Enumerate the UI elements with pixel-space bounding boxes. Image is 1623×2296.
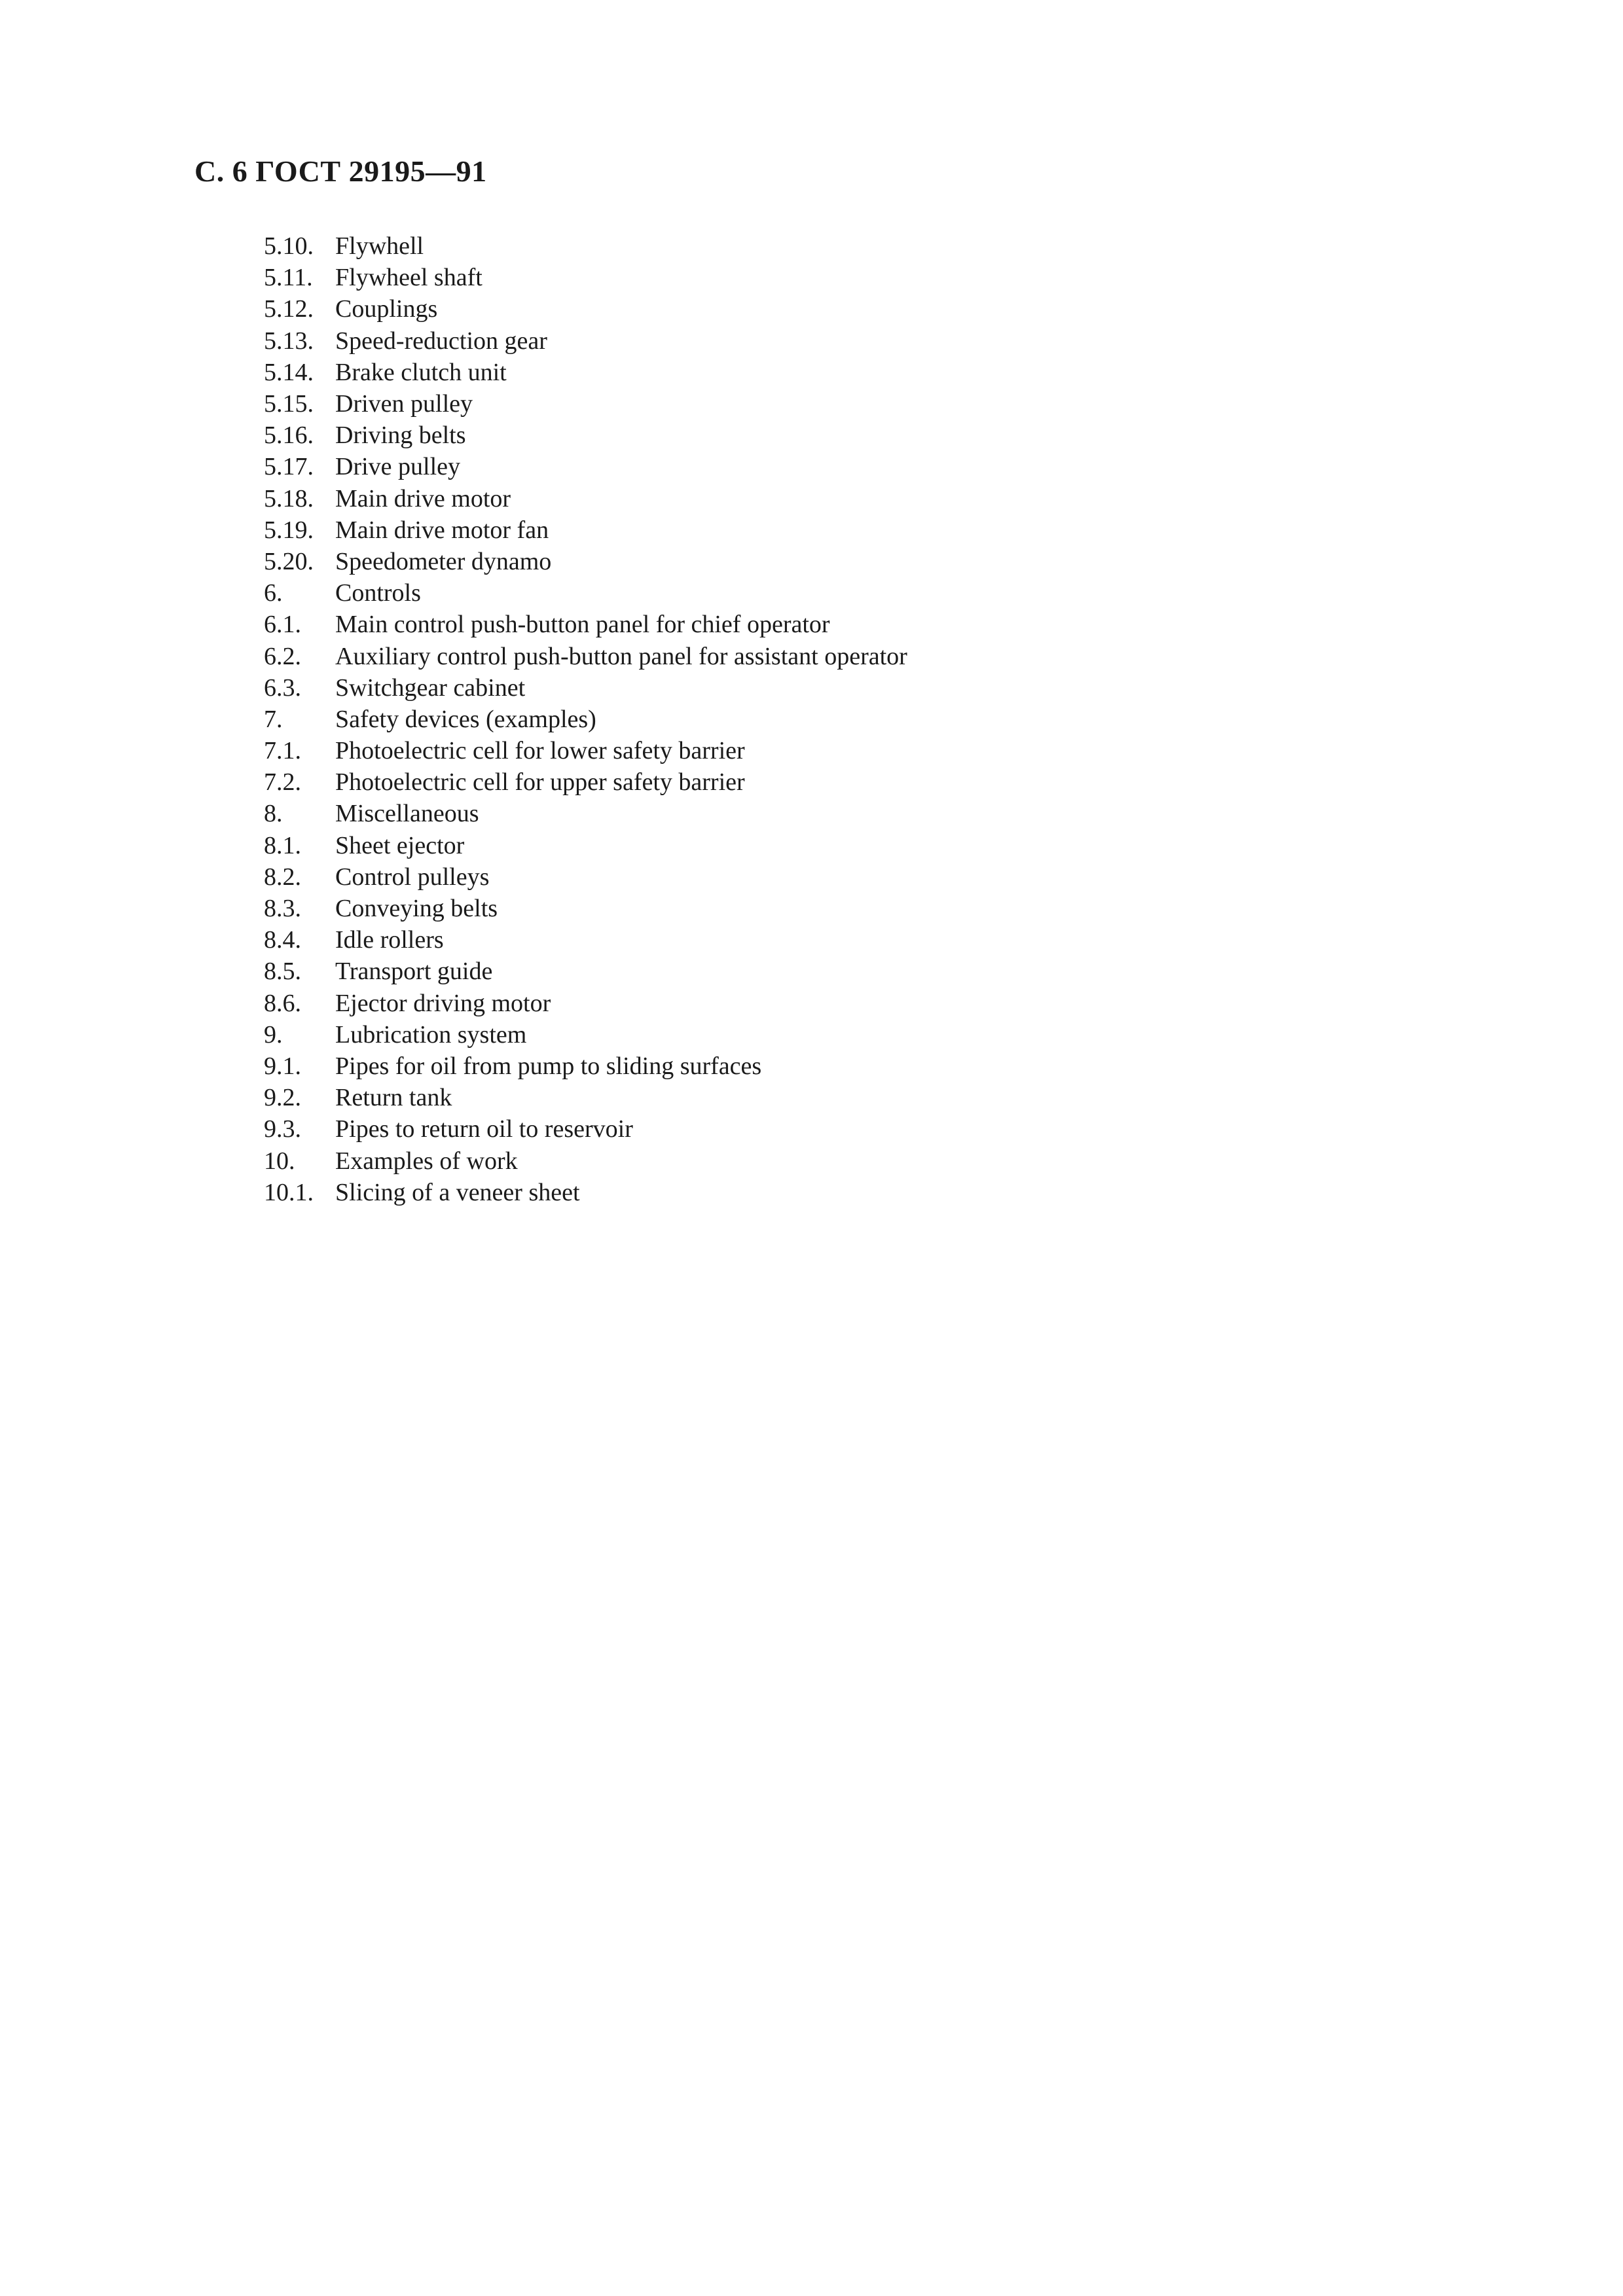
item-number: 8.6. xyxy=(264,989,301,1017)
item-label: Main drive motor fan xyxy=(335,516,549,544)
list-item xyxy=(264,293,907,325)
item-number: 5.10. xyxy=(264,232,314,260)
item-label: Sheet ejector xyxy=(335,831,465,859)
item-label: Transport guide xyxy=(335,958,493,986)
item-label: Return tank xyxy=(335,1084,452,1112)
list-item xyxy=(264,861,907,893)
item-number: 5.16. xyxy=(264,422,314,450)
list-item xyxy=(264,357,907,388)
item-number: 9.2. xyxy=(264,1084,301,1112)
item-label: Driven pulley xyxy=(335,390,473,418)
item-number: 10.1. xyxy=(264,1178,314,1206)
list-item xyxy=(264,451,907,482)
item-number: 8.1. xyxy=(264,831,301,859)
item-number: 5.11. xyxy=(264,264,313,292)
item-label: Ejector driving motor xyxy=(335,989,551,1017)
list-item xyxy=(264,420,907,451)
list-item xyxy=(264,1177,907,1208)
item-number: 7.2. xyxy=(264,768,301,797)
list-item xyxy=(264,546,907,577)
item-number: 8.5. xyxy=(264,958,301,986)
item-label: Flywheel shaft xyxy=(335,264,483,292)
item-label: Lubrication system xyxy=(335,1020,527,1049)
item-label: Drive pulley xyxy=(335,453,461,481)
parts-list xyxy=(264,230,907,1208)
list-item xyxy=(264,924,907,956)
item-number: 10. xyxy=(264,1147,295,1175)
item-label: Slicing of a veneer sheet xyxy=(335,1178,580,1206)
item-label: Pipes to return oil to reservoir xyxy=(335,1115,633,1143)
item-number: 8.3. xyxy=(264,895,301,923)
list-item xyxy=(264,672,907,704)
item-label: Miscellaneous xyxy=(335,800,479,828)
item-label: Safety devices (examples) xyxy=(335,705,596,733)
item-number: 9. xyxy=(264,1020,283,1049)
list-item xyxy=(264,640,907,672)
item-number: 6.3. xyxy=(264,673,301,702)
item-number: 5.15. xyxy=(264,390,314,418)
list-item xyxy=(264,609,907,640)
item-number: 8.4. xyxy=(264,926,301,954)
list-item xyxy=(264,1113,907,1145)
item-number: 6.2. xyxy=(264,642,301,670)
item-label: Pipes for oil from pump to sliding surfaces xyxy=(335,1052,762,1080)
list-item xyxy=(264,1145,907,1176)
item-number: 5.19. xyxy=(264,516,314,544)
item-number: 5.18. xyxy=(264,484,314,512)
item-label: Main drive motor xyxy=(335,484,511,512)
item-label: Examples of work xyxy=(335,1147,518,1175)
item-label: Control pulleys xyxy=(335,863,490,891)
list-item xyxy=(264,514,907,546)
list-item xyxy=(264,1082,907,1113)
list-item xyxy=(264,766,907,798)
item-number: 6. xyxy=(264,579,283,607)
list-item xyxy=(264,956,907,987)
list-item xyxy=(264,830,907,861)
item-number: 5.17. xyxy=(264,453,314,481)
item-label: Main control push-button panel for chief operator xyxy=(335,611,830,639)
item-label: Switchgear cabinet xyxy=(335,673,526,702)
list-item xyxy=(264,735,907,766)
item-label: Idle rollers xyxy=(335,926,444,954)
item-label: Controls xyxy=(335,579,421,607)
list-item xyxy=(264,988,907,1019)
item-number: 6.1. xyxy=(264,611,301,639)
list-item xyxy=(264,325,907,357)
list-item xyxy=(264,1019,907,1050)
item-number: 5.14. xyxy=(264,358,314,386)
item-label: Couplings xyxy=(335,295,438,323)
list-item xyxy=(264,388,907,420)
item-label: Speed-reduction gear xyxy=(335,327,547,355)
item-label: Auxiliary control push-button panel for assistant operator xyxy=(335,642,907,670)
list-item xyxy=(264,262,907,293)
page-header: С. 6 ГОСТ 29195—91 xyxy=(194,154,487,188)
item-number: 5.12. xyxy=(264,295,314,323)
list-item xyxy=(264,893,907,924)
list-item xyxy=(264,704,907,735)
item-label: Photoelectric cell for lower safety barrier xyxy=(335,737,745,765)
item-label: Conveying belts xyxy=(335,895,498,923)
item-number: 5.13. xyxy=(264,327,314,355)
list-item xyxy=(264,483,907,514)
item-number: 7. xyxy=(264,705,283,733)
item-number: 8. xyxy=(264,800,283,828)
item-number: 8.2. xyxy=(264,863,301,891)
item-label: Photoelectric cell for upper safety barrier xyxy=(335,768,745,797)
list-item xyxy=(264,1050,907,1082)
item-number: 5.20. xyxy=(264,547,314,575)
item-number: 9.1. xyxy=(264,1052,301,1080)
item-label: Driving belts xyxy=(335,422,466,450)
item-label: Flywhell xyxy=(335,232,424,260)
item-label: Brake clutch unit xyxy=(335,358,507,386)
item-number: 9.3. xyxy=(264,1115,301,1143)
list-item xyxy=(264,577,907,609)
list-item xyxy=(264,798,907,829)
item-label: Speedometer dynamo xyxy=(335,547,552,575)
item-number: 7.1. xyxy=(264,737,301,765)
list-item xyxy=(264,230,907,262)
